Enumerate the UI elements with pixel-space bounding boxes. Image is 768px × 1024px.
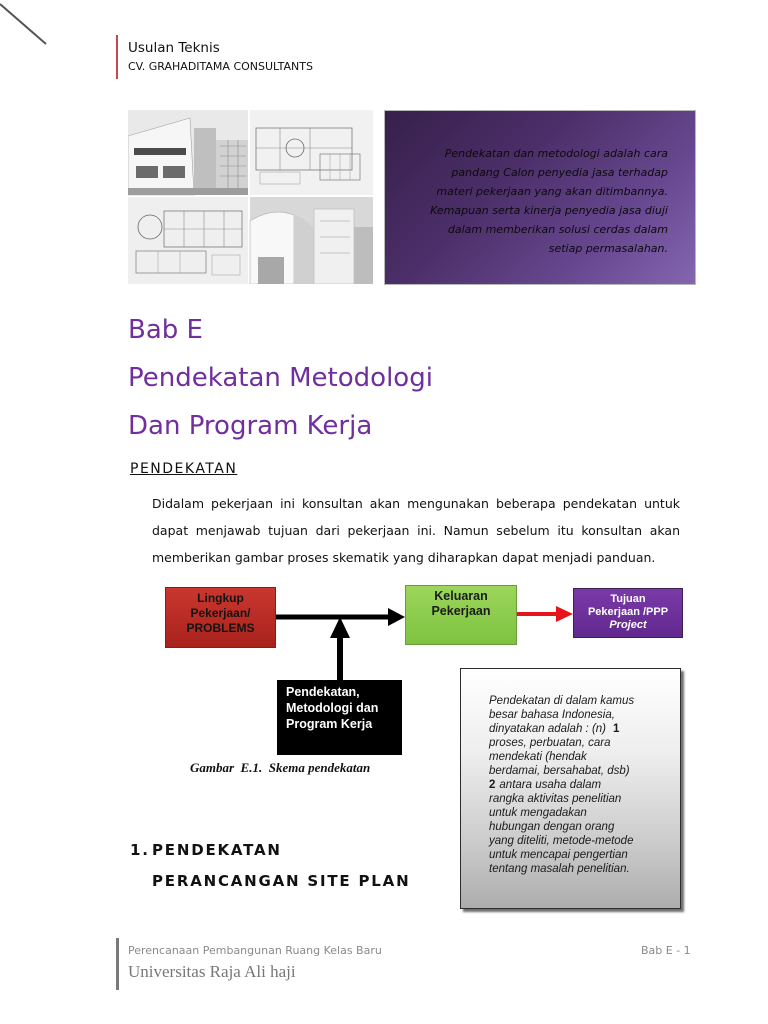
definition-line	[489, 806, 674, 820]
arrow-output-to-goal	[517, 606, 573, 622]
building-photo-bottom-right	[250, 197, 373, 284]
definition-line	[489, 792, 674, 806]
corner-decoration-line	[0, 0, 50, 48]
definition-text: untuk mencapai pengertian	[489, 849, 628, 861]
problems-box	[165, 587, 276, 648]
approach-box-line: Metodologi dan	[286, 701, 379, 715]
definition-text: yang diteliti, metode-metode	[489, 835, 634, 847]
definition-number: 1	[613, 723, 620, 735]
chapter-label: Bab E	[128, 315, 203, 345]
definition-text: rangka aktivitas penelitian	[489, 793, 622, 805]
header-company: CV. GRAHADITAMA CONSULTANTS	[128, 60, 313, 73]
definition-text: besar bahasa Indonesia,	[489, 709, 615, 721]
definition-line	[489, 834, 674, 848]
quote-line: pandang Calon penyedia jasa terhadap	[451, 166, 668, 179]
problems-box-line: PROBLEMS	[186, 621, 255, 635]
building-photo-top-left	[128, 110, 248, 195]
quote-line: Kemapuan serta kinerja penyedia jasa diuji	[430, 204, 668, 217]
floor-plan-top-right	[250, 110, 373, 195]
goal-box-line: Tujuan	[610, 593, 646, 605]
definition-text: Pendekatan di dalam kamus	[489, 695, 635, 707]
definition-line	[489, 862, 674, 876]
quote-line: setiap permasalahan.	[548, 242, 668, 255]
definition-line	[489, 764, 674, 778]
problems-box-line: Pekerjaan/	[190, 606, 251, 620]
quote-box	[384, 110, 696, 285]
definition-line	[489, 778, 674, 792]
header-rule	[116, 35, 118, 79]
page-number: Bab E - 1	[641, 944, 691, 957]
approach-box-line: Pendekatan,	[286, 685, 360, 699]
chapter-title	[128, 306, 433, 450]
output-box-line: Pekerjaan	[431, 604, 491, 618]
quote-line: materi pekerjaan yang akan ditimbannya.	[436, 185, 668, 198]
output-box	[405, 585, 517, 645]
goal-box-line: Project	[609, 619, 647, 631]
definition-text: hubungan dengan orang	[489, 821, 615, 833]
paragraph-line: Didalam pekerjaan ini konsultan akan mengunakan beberapa pendekatan untuk	[152, 496, 680, 511]
goal-box-line: Pekerjaan /PPP	[587, 606, 669, 618]
footer-rule	[116, 938, 119, 990]
footer-project: Perencanaan Pembangunan Ruang Kelas Baru	[128, 944, 382, 957]
output-box-line: Keluaran	[434, 589, 488, 603]
floor-plan-bottom-left	[128, 197, 248, 284]
paragraph-line: memberikan gambar proses skematik yang diharapkan dapat menjadi panduan.	[152, 550, 656, 565]
problems-box-line: Lingkup	[197, 591, 244, 605]
approach-box	[277, 680, 402, 755]
definition-text: dinyatakan adalah : (n)	[489, 723, 606, 735]
section-heading: PENDEKATAN	[130, 461, 238, 477]
definition-text: berdamai, bersahabat, dsb)	[489, 765, 630, 777]
corner-line-stroke	[0, 4, 46, 44]
header-title: Usulan Teknis	[128, 40, 220, 56]
figure-caption: Gambar E.1. Skema pendekatan	[190, 760, 371, 775]
subsection-number: 1.	[130, 841, 150, 859]
definition-text: mendekati (hendak	[489, 751, 587, 763]
definition-line	[489, 848, 674, 862]
definition-text: proses, perbuatan, cara	[489, 737, 611, 749]
approach-box-line: Program Kerja	[286, 717, 373, 731]
definition-text: untuk mengadakan	[489, 807, 587, 819]
chapter-title-line2: Dan Program Kerja	[128, 411, 373, 441]
definition-text: tentang masalah penelitian.	[489, 863, 630, 875]
subsection-title-line1: PENDEKATAN	[152, 841, 282, 859]
intro-paragraph	[152, 490, 680, 571]
paragraph-line: dapat menjawab tujuan dari pekerjaan ini. Namun sebelum itu konsultan akan	[152, 523, 680, 538]
arrow-approach-to-flow	[330, 617, 350, 680]
definition-number: 2	[489, 779, 496, 791]
image-collage	[128, 110, 373, 284]
definition-line	[489, 820, 674, 834]
footer-university: Universitas Raja Ali haji	[128, 962, 296, 981]
quote-line: Pendekatan dan metodologi adalah cara	[444, 147, 668, 160]
goal-box	[573, 588, 683, 638]
chapter-title-line1: Pendekatan Metodologi	[128, 363, 433, 393]
definition-text: antara usaha dalam	[499, 779, 602, 791]
subsection-title-line2: PERANCANGAN SITE PLAN	[152, 872, 411, 890]
quote-line: dalam memberikan solusi cerdas dalam	[447, 223, 668, 236]
